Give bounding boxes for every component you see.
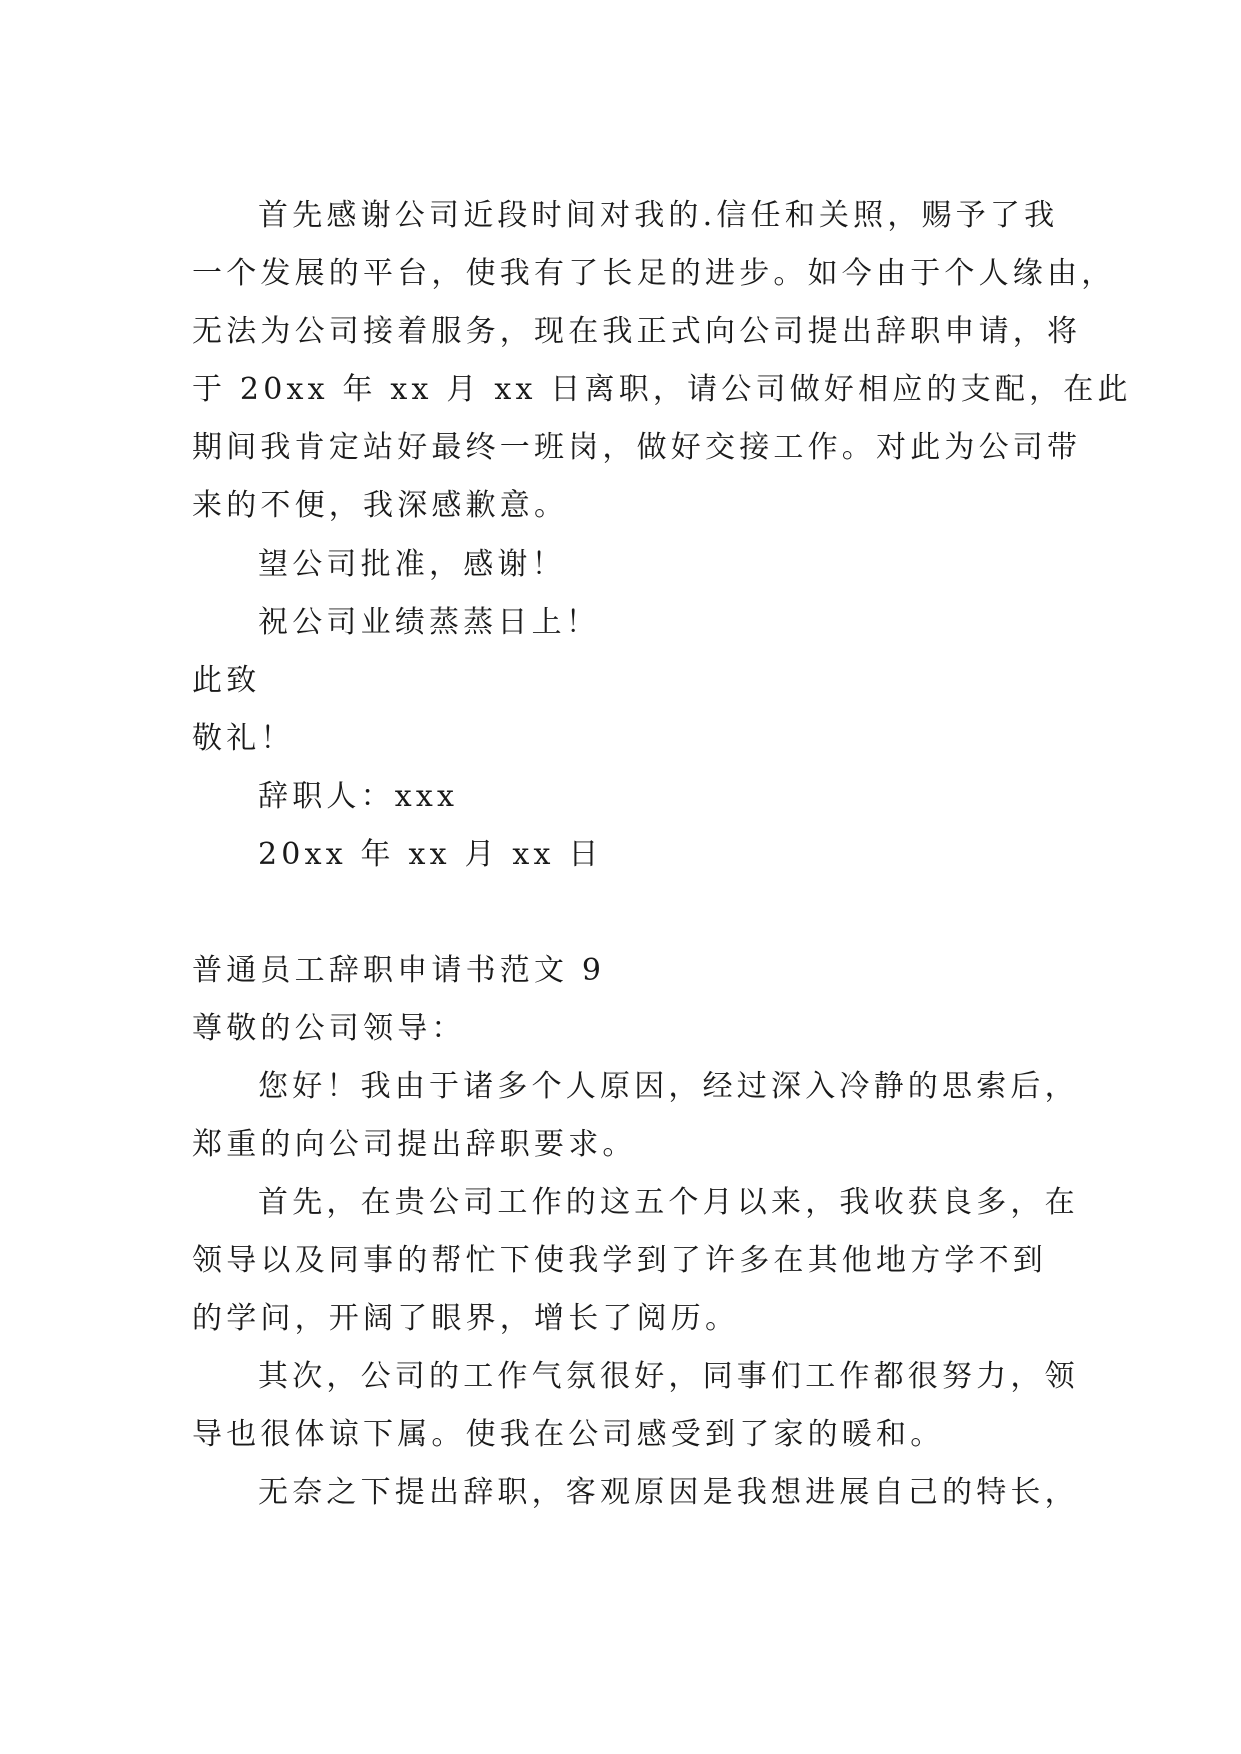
paragraph-line: 导也很体谅下属。使我在公司感受到了家的暖和。: [192, 1417, 945, 1452]
paragraph-line: 郑重的向公司提出辞职要求。: [192, 1127, 637, 1162]
paragraph-line: 于 20xx 年 xx 月 xx 日离职，请公司做好相应的支配，在此: [192, 372, 1132, 407]
paragraph-line: 的学问，开阔了眼界，增长了阅历。: [192, 1301, 740, 1336]
paragraph-line: 其次，公司的工作气氛很好，同事们工作都很努力，领: [258, 1359, 1079, 1394]
closing-line: 敬礼！: [192, 721, 295, 756]
paragraph-line: 无法为公司接着服务，现在我正式向公司提出辞职申请，将: [192, 314, 1082, 349]
paragraph-line: 来的不便，我深感歉意。: [192, 488, 569, 523]
closing-line: 此致: [192, 663, 261, 698]
paragraph-line: 无奈之下提出辞职，客观原因是我想进展自己的特长，: [258, 1475, 1079, 1510]
paragraph-line: 您好！我由于诸多个人原因，经过深入冷静的思索后，: [258, 1069, 1079, 1104]
date-line: 20xx 年 xx 月 xx 日: [258, 837, 603, 872]
paragraph-line: 首先感谢公司近段时间对我的.信任和关照，赐予了我: [258, 198, 1059, 233]
paragraph-line: 期间我肯定站好最终一班岗，做好交接工作。对此为公司带: [192, 430, 1082, 465]
salutation-line: 尊敬的公司领导：: [192, 1011, 466, 1046]
signer-line: 辞职人：xxx: [258, 779, 459, 814]
paragraph-line: 一个发展的平台，使我有了长足的进步。如今由于个人缘由，: [192, 256, 1116, 291]
paragraph-line: 首先，在贵公司工作的这五个月以来，我收获良多，在: [258, 1185, 1079, 1220]
wish-line: 祝公司业绩蒸蒸日上！: [258, 605, 600, 640]
approval-line: 望公司批准，感谢！: [258, 547, 566, 582]
paragraph-line: 领导以及同事的帮忙下使我学到了许多在其他地方学不到: [192, 1243, 1047, 1278]
section-title: 普通员工辞职申请书范文 9: [192, 953, 606, 988]
